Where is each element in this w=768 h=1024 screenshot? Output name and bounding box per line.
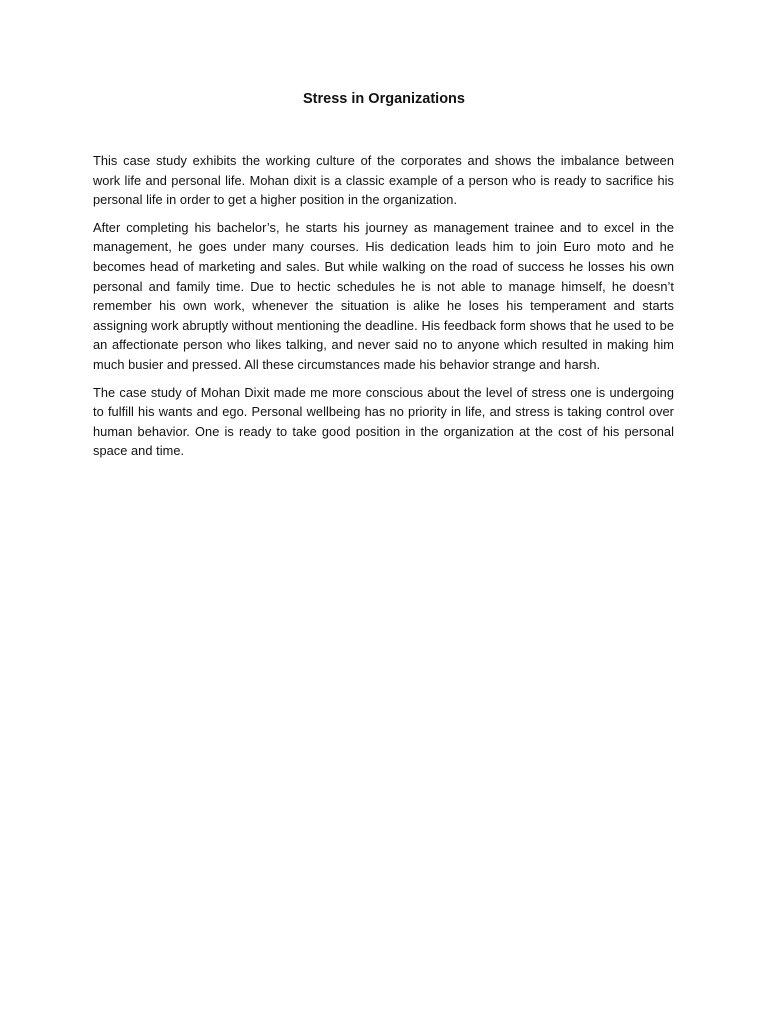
document-title: Stress in Organizations [303,91,465,107]
document-body [93,151,674,469]
paragraph-career: After completing his bachelor’s, he starts his journey as management trainee and to excel in the management, he goes under many courses. His dedication leads him to join Euro moto and he becomes head of marketing and sales. But while walking on the road of success he losses his own personal and family time. Due to hectic schedules he is not able to manage himself, he doesn’t remember his own work, whenever the situation is alike he loses his temperament and starts assigning work abruptly without mentioning the deadline. His feedback form shows that he used to be an affectionate person who likes talking, and never said no to anyone which resulted in making him much busier and pressed. All these circumstances made his behavior strange and harsh. [93,219,674,372]
paragraph-conclusion: The case study of Mohan Dixit made me more conscious about the level of stress one is undergoing to fulfill his wants and ego. Personal wellbeing has no priority in life, and stress is taking control over human behavior. One is ready to take good position in the organization at the cost of his personal space and time. [93,384,674,459]
paragraph-intro: This case study exhibits the working culture of the corporates and shows the imbalance between work life and personal life. Mohan dixit is a classic example of a person who is ready to sacrifice his personal life in order to get a higher position in the organization. [93,153,674,208]
